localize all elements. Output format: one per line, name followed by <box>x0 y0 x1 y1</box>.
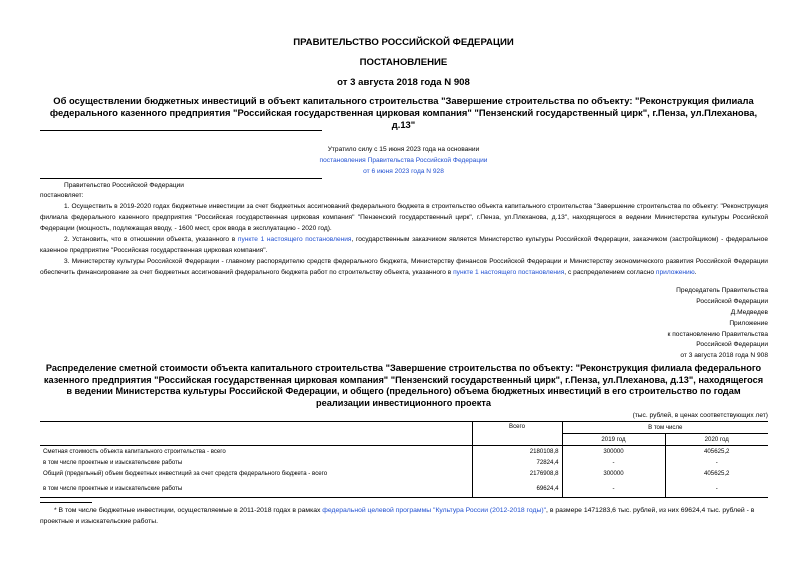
row-label: Общий (предельный) объем бюджетных инвестиций за счет средств федерального бюджета - всего <box>43 470 328 477</box>
footnote-text-a: В том числе бюджетные инвестиции, осуществляемые в 2011-2018 годах в рамках <box>56 507 323 514</box>
divider <box>40 130 322 131</box>
row-total: 69624,4 <box>472 479 562 498</box>
row-total: 2180108,8 <box>472 446 562 458</box>
divider <box>40 178 322 179</box>
header-including: В том числе <box>562 422 768 434</box>
row-2020: - <box>665 479 768 498</box>
paragraph-3 <box>40 256 768 278</box>
government-heading: ПРАВИТЕЛЬСТВО РОССИЙСКОЙ ФЕДЕРАЦИИ <box>293 37 514 48</box>
units-note: (тыс. рублей, в ценах соответствующих лет) <box>632 412 768 419</box>
row-2019: - <box>562 457 665 468</box>
paragraph-3-text-a: 3. Министерству культуры Российской Федерации - главному распорядителю средств федерального бюджета, Министерству финансов Российской Федерации и Министерству экономического развития Российской Федерации обеспечить финансирование за счет бюджетных ассигнований федерального бюджета работ по строительству объекта, указанного в <box>40 258 768 276</box>
header-total: Всего <box>472 422 562 446</box>
intro-line-1: Правительство Российской Федерации <box>64 182 184 189</box>
row-2019: 300000 <box>562 446 665 458</box>
status-link-text[interactable]: постановления Правительства Российской Федерации <box>319 157 488 164</box>
row-2020: 405625,2 <box>665 468 768 479</box>
row-2020: 405625,2 <box>665 446 768 458</box>
signature-title-2: Российской Федерации <box>696 298 768 305</box>
appendix-date: от 3 августа 2018 года N 908 <box>680 352 768 359</box>
paragraph-2-text-b: , государственным заказчиком является Министерство культуры Российской Федерации, заказчиком (застройщиком) - федеральное казенное предприятие "Российская государственная цирковая компания". <box>40 236 768 254</box>
header-2020: 2020 год <box>665 434 768 446</box>
paragraph-2-text-a: 2. Установить, что в отношении объекта, указанного в <box>64 236 238 243</box>
paragraph-2 <box>40 234 768 256</box>
status-line-1: Утратило силу с 15 июня 2023 года на основании <box>327 146 480 153</box>
table-title: Распределение сметной стоимости объекта капитального строительства "Завершение строительства по объекту: "Реконструкция филиала федерального казенного предприятия "Российская государственная цирковая компания" "Пензенский государственный цирк", г.Пенза, ул.Плеханова, д.13", находящегося в ведении Министерства культуры Российской Федерации, и общего (предельного) объема бюджетных инвестиций в его строительство по годам реализации инвестиционного проекта <box>43 363 764 408</box>
table-row <box>40 457 768 468</box>
link-appendix[interactable]: приложению <box>655 269 695 276</box>
row-label: в том числе проектные и изыскательские работы <box>43 459 183 466</box>
footnote-text-b: , в размере 1471283,6 тыс. рублей, из них 69624,4 тыс. рублей - в проектные и изыскательские работы. <box>40 507 755 525</box>
status-link-date-text[interactable]: от 6 июня 2023 года N 928 <box>363 168 444 175</box>
document-date-number: от 3 августа 2018 года N 908 <box>337 77 470 88</box>
appendix-ref-2: Российской Федерации <box>696 341 768 348</box>
footnote-mark: * <box>54 507 57 514</box>
row-2019: 300000 <box>562 468 665 479</box>
paragraph-3-text-c: . <box>694 269 697 276</box>
status-link-date[interactable] <box>0 166 807 177</box>
link-point-1[interactable]: пункте 1 настоящего постановления <box>453 269 565 276</box>
table-header-blank <box>40 422 472 446</box>
link-federal-program[interactable]: федеральной целевой программы "Культура России (2012-2018 годы)" <box>322 507 547 514</box>
footnote-divider <box>40 502 92 503</box>
table-row <box>40 479 768 498</box>
appendix-ref-1: к постановлению Правительства <box>667 331 768 338</box>
table-row <box>40 446 768 458</box>
document-type: ПОСТАНОВЛЕНИЕ <box>359 57 448 68</box>
signature-name: Д.Медведев <box>730 309 768 316</box>
table-row <box>40 468 768 479</box>
paragraph-1: 1. Осуществить в 2019-2020 годах бюджетные инвестиции за счет бюджетных ассигнований федерального бюджета в строительство объекта капитального строительства "Завершение строительства по объекту: "Реконструкция филиала федерального казенного предприятия "Российская государственная цирковая компания" "Пензенский государственный цирк", г.Пенза, ул.Плеханова, д.13", находящегося в ведении Министерства культуры Российской Федерации (мощность, подлежащая вводу, - 1600 мест, срок ввода в эксплуатацию - 2020 год). <box>40 203 768 232</box>
document-title: Об осуществлении бюджетных инвестиций в объект капитального строительства "Завершение строительства по объекту: "Реконструкция филиала федерального казенного предприятия "Российская государственная цирковая компания" "Пензенский государственный цирк", г.Пенза, ул.Плеханова, д.13" <box>49 95 758 130</box>
footnote <box>40 505 768 527</box>
row-label: Сметная стоимость объекта капитального строительства - всего <box>40 446 472 458</box>
row-label: в том числе проектные и изыскательские работы <box>40 479 472 498</box>
row-2019: - <box>562 479 665 498</box>
signature-title-1: Председатель Правительства <box>676 287 768 294</box>
row-total: 72824,4 <box>472 457 562 468</box>
intro-line-2: постановляет: <box>40 192 84 199</box>
row-2020: - <box>665 457 768 468</box>
header-2019: 2019 год <box>562 434 665 446</box>
status-link-decree[interactable] <box>0 155 807 166</box>
paragraph-3-text-b: , с распределением согласно <box>564 269 656 276</box>
table-header-row <box>40 422 768 434</box>
link-point-1[interactable]: пункте 1 настоящего постановления <box>237 236 352 243</box>
appendix-label: Приложение <box>729 320 768 327</box>
row-total: 2176908,8 <box>472 468 562 479</box>
budget-table <box>40 421 768 498</box>
